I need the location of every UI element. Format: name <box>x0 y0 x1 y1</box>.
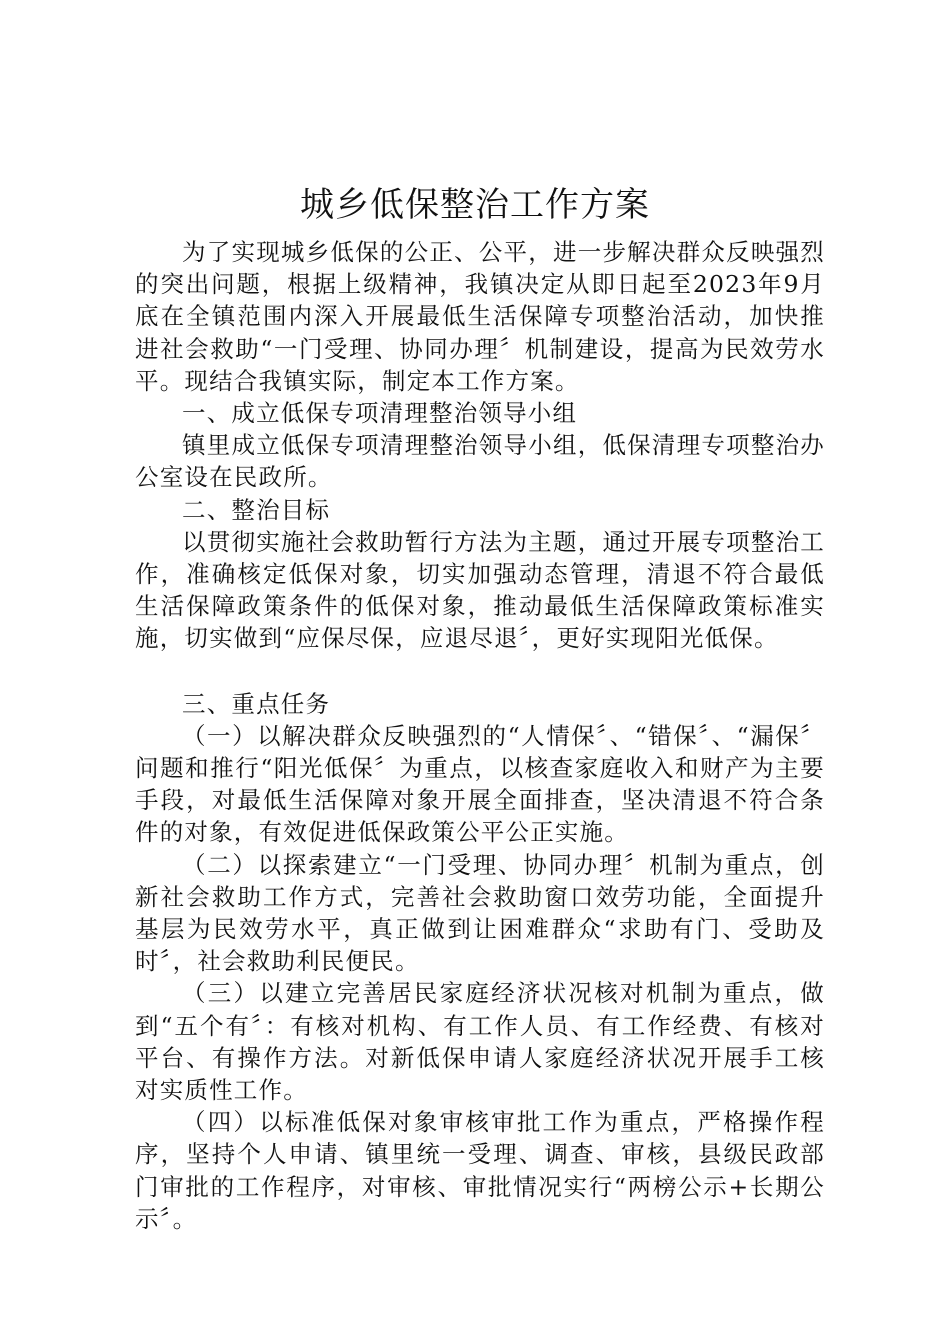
section-3-heading: 三、重点任务 <box>182 689 331 718</box>
task-item-1: （一）以解决群众反映强烈的“人情保〞、“错保〞、“漏保〞问题和推行“阳光低保〞为重点，以核查家庭收入和财产为主要手段，对最低生活保障对象开展全面排查，坚决清退不符合条件的对象，有效促进低保政策公平公正实施。 <box>135 721 825 847</box>
section-2-paragraph: 以贯彻实施社会救助暂行方法为主题，通过开展专项整治工作，准确核定低保对象，切实加强动态管理，清退不符合最低生活保障政策条件的低保对象，推动最低生活保障政策标准实施，切实做到“应保尽保，应退尽退〞，更好实现阳光低保。 <box>135 527 825 653</box>
task-item-2: （二）以探索建立“一门受理、协同办理〞机制为重点，创新社会救助工作方式，完善社会救助窗口效劳功能，全面提升基层为民效劳水平，真正做到让困难群众“求助有门、受助及时〞，社会救助利民便民。 <box>135 850 825 976</box>
section-1-heading: 一、成立低保专项清理整治领导小组 <box>182 399 578 428</box>
task-item-4: （四）以标准低保对象审核审批工作为重点，严格操作程序，坚持个人申请、镇里统一受理、调查、审核，县级民政部门审批的工作程序，对审核、审批情况实行“两榜公示+长期公示〞。 <box>135 1108 825 1233</box>
section-1-paragraph: 镇里成立低保专项清理整治领导小组，低保清理专项整治办公室设在民政所。 <box>135 431 825 492</box>
document-title: 城乡低保整治工作方案 <box>300 185 650 225</box>
intro-paragraph: 为了实现城乡低保的公正、公平，进一步解决群众反映强烈的突出问题，根据上级精神，我镇决定从即日起至2023年9月底在全镇范围内深入开展最低生活保障专项整治活动，加快推进社会救助“一门受理、协同办理〞机制建设，提高为民效劳水平。现结合我镇实际，制定本工作方案。 <box>135 238 825 395</box>
section-2-heading: 二、整治目标 <box>182 495 331 524</box>
blank-line <box>135 655 825 688</box>
task-item-3: （三）以建立完善居民家庭经济状况核对机制为重点，做到“五个有〞：有核对机构、有工作人员、有工作经费、有核对平台、有操作方法。对新低保申请人家庭经济状况开展手工核对实质性工作。 <box>135 979 825 1105</box>
document-body <box>135 236 825 1235</box>
